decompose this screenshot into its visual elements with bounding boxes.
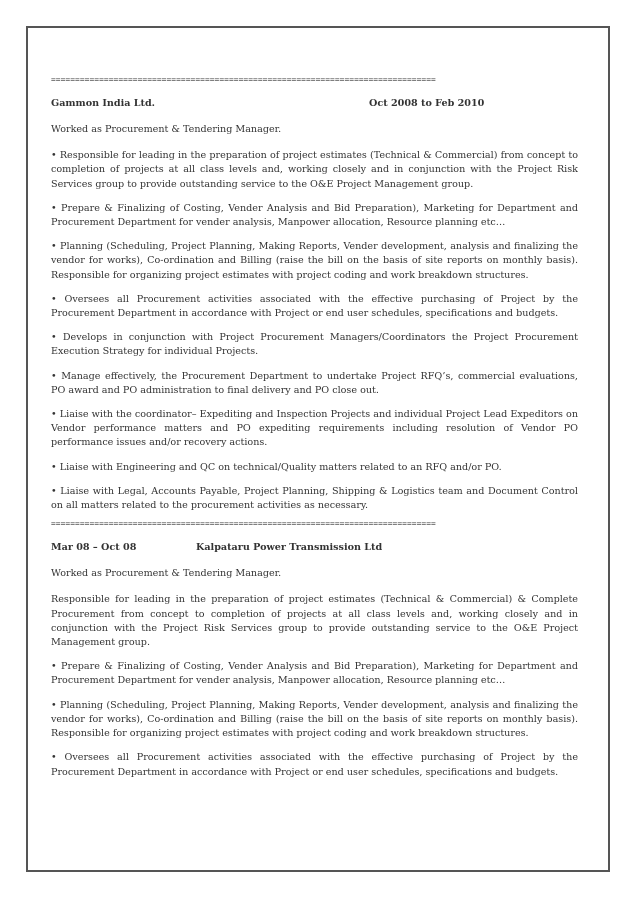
responsibility-item: • Manage effectively, the Procurement Department to undertake Project RFQ’s, commercial evaluations, PO award and PO administration to final delivery and PO close out.: [51, 370, 578, 396]
job-period: Oct 2008 to Feb 2010: [369, 98, 485, 109]
responsibility-item: • Responsible for leading in the preparation of project estimates (Technical & Commercial) from concept to completion of projects at all class levels and, working closely and in conjunction with the Project Risk Services group to provide outstanding service to the O&E Project Management group.: [51, 150, 578, 190]
job-period: Mar 08 – Oct 08: [51, 542, 137, 554]
company-name: Kalpataru Power Transmission Ltd: [196, 542, 383, 554]
responsibility-item: • Liaise with Engineering and QC on technical/Quality matters related to an RFQ and/or PO.: [51, 461, 502, 473]
responsibility-item: Responsible for leading in the preparation of project estimates (Technical & Commercial) & Complete Procurement from concept to completion of projects at all class levels and, working closely and in conjunction with the Project Risk Services group to provide outstanding service to the O&E Project Management group.: [51, 594, 578, 649]
separator-line: ================================================================================: [51, 75, 436, 84]
responsibility-item: • Oversees all Procurement activities associated with the effective purchasing of Project by the Procurement Department in accordance with Project or end user schedules, specifications and budgets.: [51, 293, 578, 320]
responsibility-item: • Prepare & Finalizing of Costing, Vender Analysis and Bid Preparation), Marketing for Department and Procurement Department for vender analysis, Manpower allocation, Resource planning etc…: [51, 661, 578, 687]
job-role: Worked as Procurement & Tendering Manager.: [51, 124, 282, 135]
job-header-kalpataru: [51, 541, 578, 555]
resume-content: [51, 75, 578, 780]
job-header-gammon: [51, 97, 578, 111]
separator-line: ================================================================================: [51, 519, 436, 529]
responsibility-item: • Develops in conjunction with Project Procurement Managers/Coordinators the Project Procurement Execution Strategy for individual Projects.: [51, 332, 578, 358]
responsibility-item: • Oversees all Procurement activities associated with the effective purchasing of Project by the Procurement Department in accordance with Project or end user schedules, specifications and budgets.: [51, 752, 578, 778]
company-name: Gammon India Ltd.: [51, 98, 156, 109]
responsibility-item: • Planning (Scheduling, Project Planning, Making Reports, Vender development, analysis and finalizing the vendor for works), Co-ordination and Billing (raise the bill on the basis of site reports on monthly basis). Responsible for organizing project estimates with project coding and work breakdown structures.: [51, 699, 578, 740]
responsibility-item: • Liaise with the coordinator– Expediting and Inspection Projects and individual Project Lead Expeditors on Vendor performance matters and PO expediting requirements including resolution of Vendor PO performance issues and/or recovery actions.: [51, 409, 578, 449]
job-role: Worked as Procurement & Tendering Manager.: [51, 568, 282, 580]
responsibility-item: • Liaise with Legal, Accounts Payable, Project Planning, Shipping & Logistics team and Document Control on all matters related to the procurement activities as necessary.: [51, 485, 578, 512]
responsibility-item: • Prepare & Finalizing of Costing, Vender Analysis and Bid Preparation), Marketing for Department and Procurement Department for vender analysis, Manpower allocation, Resource planning etc…: [51, 202, 578, 229]
responsibility-item: • Planning (Scheduling, Project Planning, Making Reports, Vender development, analysis and finalizing the vendor for works), Co-ordination and Billing (raise the bill on the basis of site reports on monthly basis). Responsible for organizing project estimates with project coding and work breakdown structures.: [51, 241, 578, 281]
